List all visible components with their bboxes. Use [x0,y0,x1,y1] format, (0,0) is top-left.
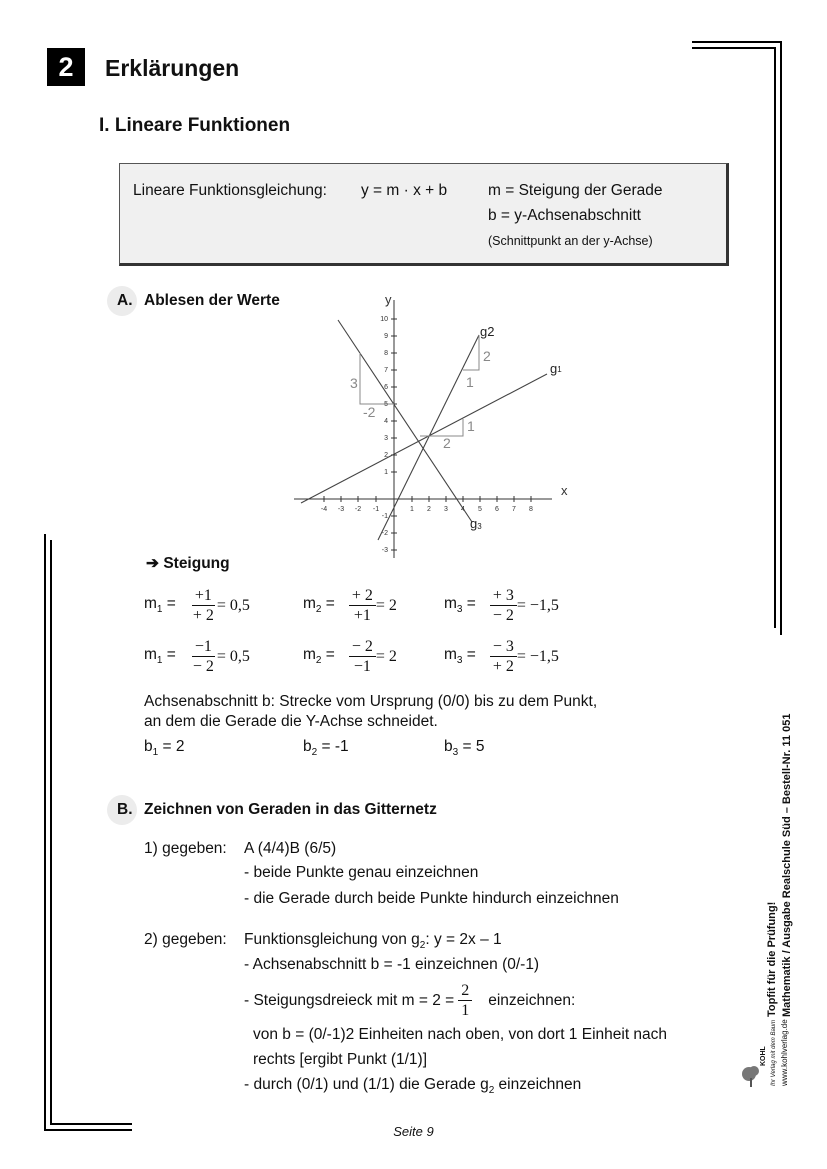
y-tick: -1 [381,513,388,520]
y-tick: -3 [381,547,388,554]
sidebar-url: www.kohlverlag.de [780,1019,789,1086]
x-tick: -1 [372,506,380,513]
slope-row-2-item-1: $m_1$ = $\frac{-1}{- 2}$ = 0,5 [144,638,250,675]
slope-row-1-item-1: $m_1$ = $\frac{+1}{+ 2}$ = 0,5 [144,587,250,624]
section-b-title: Zeichnen von Geraden in das Gitternetz [144,801,437,818]
b-value-1: $b_1 = 2$ [144,738,185,759]
steigung-title: Steigung [163,555,230,572]
sidebar-tagline: Ihr Verlag mit dem Baum [771,1019,777,1086]
achsen-line-2: an dem die Gerade die Y-Achse schneidet. [144,713,438,730]
y-tick: 6 [384,384,388,391]
y-tick: 10 [380,316,388,323]
b-definition: b = y-Achsenabschnitt [488,207,641,224]
y-tick: -2 [381,530,388,537]
y-tick: 9 [384,333,388,340]
x-tick: 3 [444,506,448,513]
formula-equation: y = m · x + b [361,182,448,199]
y-tick: 3 [384,435,388,442]
coordinate-graph [290,288,580,560]
line-g1 [301,374,547,503]
item-2-step-3b: rechts [ergibt Punkt (1/1)] [253,1051,428,1068]
section-title: I. Lineare Funktionen [99,115,291,136]
x-tick: 5 [478,506,482,513]
x-tick: 4 [461,506,465,513]
g3-run-label: -2 [363,404,376,420]
chapter-title: Erklärungen [105,55,240,81]
g2-run-label: 1 [466,374,474,390]
g3-label: g3 [470,516,482,531]
section-a-letter: A. [117,292,133,309]
y-tick: 7 [384,367,388,374]
x-tick: 6 [495,506,499,513]
chapter-number: 2 [47,48,85,86]
formula-box [119,163,729,266]
page-number: Seite 9 [393,1124,434,1139]
line-g3 [338,320,472,522]
section-a-title: Ablesen der Werte [144,292,280,309]
b-value-2: $b_2 = -1$ [303,738,349,759]
y-tick: 1 [384,469,388,476]
b-value-3: $b_3 = 5$ [444,738,485,759]
slope-row-1-item-3: $m_3$ = $\frac{+ 3}{- 2}$ = −1,5 [444,587,559,624]
sidebar-line-2: Mathematik / Ausgabe Realschule Süd – Bestell-Nr. 11 051 [781,713,793,1017]
x-tick: 2 [427,506,431,513]
sidebar-line-1: Topfit für die Prüfung! [766,901,778,1017]
item-2-step-2: - Steigungsdreieck mit m = 2 = $\frac{2}{1}$ einzeichnen: [244,982,576,1019]
m-definition: m = Steigung der Gerade [488,182,663,199]
g3-rise-label: 3 [350,375,358,391]
section-b-letter: B. [117,801,133,818]
x-tick: 1 [410,506,414,513]
x-tick: 8 [529,506,533,513]
g1-label: g1 [550,361,562,376]
y-tick: 2 [384,452,388,459]
arrow-right-icon: ➔ [146,555,159,572]
y-tick: 5 [384,401,388,408]
item-1-value: A (4/4)B (6/5) [244,840,337,857]
x-tick: -2 [354,506,362,513]
x-tick: 7 [512,506,516,513]
item-1-step-2: - die Gerade durch beide Punkte hindurch einzeichnen [244,890,619,907]
slope-row-2-item-3: $m_3$ = $\frac{- 3}{+ 2}$ = −1,5 [444,638,559,675]
publisher-name: KOHL [760,1046,767,1066]
item-2-step-1: - Achsenabschnitt b = -1 einzeichnen (0/-1) [244,956,540,973]
item-1-label: 1) gegeben: [144,840,227,857]
item-1-step-1: - beide Punkte genau einzeichnen [244,864,479,881]
y-tick: 4 [384,418,388,425]
g2-rise-label: 2 [483,348,491,364]
x-axis-label: x [561,483,568,498]
item-2-step-3a: von b = (0/-1)2 Einheiten nach oben, von dort 1 Einheit nach [253,1026,668,1043]
g1-rise-label: 1 [467,418,475,434]
b-note: (Schnittpunkt an der y-Achse) [488,234,653,248]
x-tick: -3 [337,506,345,513]
y-tick: 8 [384,350,388,357]
g2-label: g2 [480,324,495,339]
formula-label: Lineare Funktionsgleichung: [133,182,327,199]
slope-row-2-item-2: $m_2$ = $\frac{- 2}{-1}$ = 2 [303,638,397,675]
item-2-value: Funktionsgleichung von $g_2$: y = 2x – 1 [244,931,502,952]
slope-row-1-item-2: $m_2$ = $\frac{+ 2}{+1}$ = 2 [303,587,397,624]
item-2-label: 2) gegeben: [144,931,227,948]
g1-run-label: 2 [443,435,451,451]
x-tick: -4 [320,506,328,513]
y-axis-label: y [385,292,392,307]
steigung-heading [146,554,230,573]
item-2-step-4: - durch (0/1) und (1/1) die Gerade $g_2$ einzeichnen [244,1076,582,1097]
achsen-line-1: Achsenabschnitt b: Strecke vom Ursprung (0/0) bis zu dem Punkt, [144,693,598,710]
